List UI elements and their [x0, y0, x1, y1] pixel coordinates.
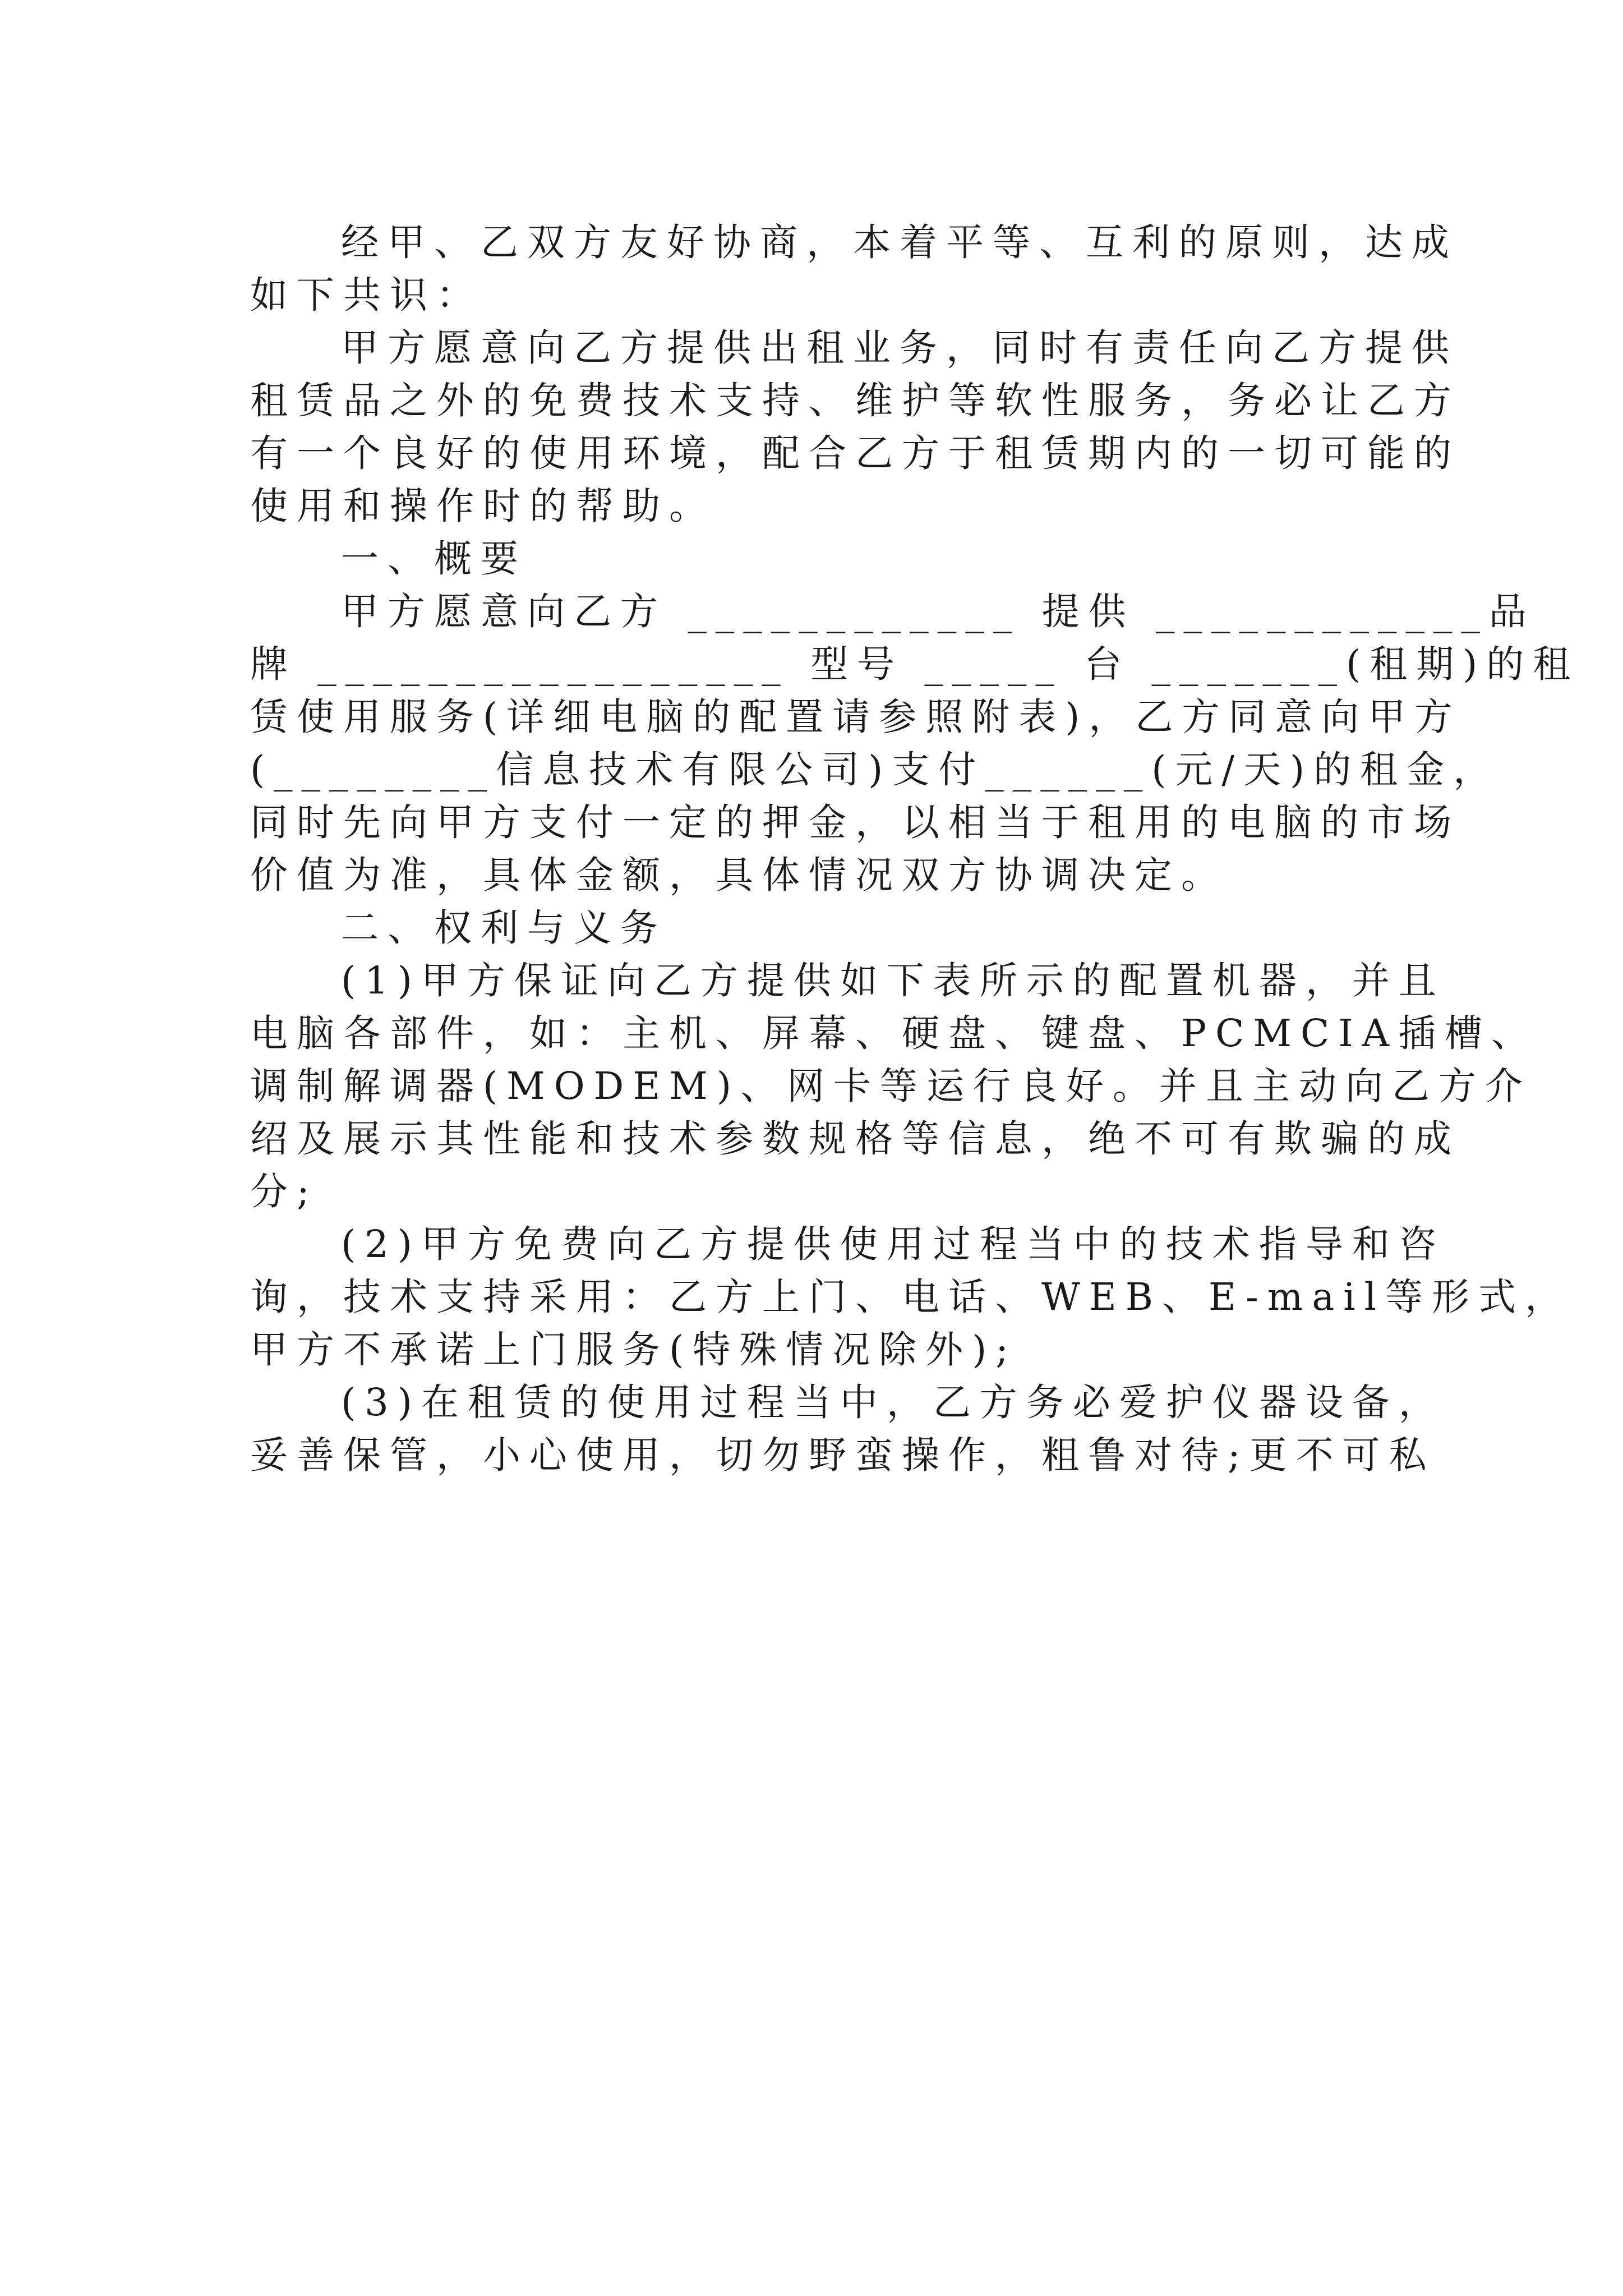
text-line: 甲方不承诺上门服务(特殊情况除外);	[250, 1328, 1017, 1372]
text-line: 绍及展示其性能和技术参数规格等信息，绝不可有欺骗的成	[250, 1117, 1460, 1161]
text-line: 分;	[250, 1170, 319, 1213]
text-line: 租赁品之外的免费技术支持、维护等软性服务，务必让乙方	[250, 379, 1460, 422]
text-line: 经甲、乙双方友好协商，本着平等、互利的原则，达成	[341, 220, 1458, 264]
section-heading: 一、概要	[341, 537, 527, 581]
text-line: (1)甲方保证向乙方提供如下表所示的配置机器，并且	[341, 959, 1445, 1002]
text-line: 使用和操作时的帮助。	[250, 484, 716, 528]
text-line: 价值为准，具体金额，具体情况双方协调决定。	[250, 853, 1228, 897]
text-line: (2)甲方免费向乙方提供使用过程当中的技术指导和咨	[341, 1222, 1445, 1266]
text-line: 同时先向甲方支付一定的押金，以相当于租用的电脑的市场	[250, 800, 1460, 844]
text-line: (________信息技术有限公司)支付______(元/天)的租金，	[250, 748, 1500, 792]
text-line: 询，技术支持采用：乙方上门、电话、WEB、E-mail等形式，	[250, 1275, 1572, 1319]
text-line: 甲方愿意向乙方提供出租业务，同时有责任向乙方提供	[341, 326, 1458, 370]
text-line: 电脑各部件，如：主机、屏幕、硬盘、键盘、PCMCIA插槽、	[250, 1011, 1538, 1055]
text-line: 甲方愿意向乙方 ____________ 提供 ____________品	[341, 590, 1536, 633]
document-body	[250, 216, 1580, 1481]
text-line: 妥善保管，小心使用，切勿野蛮操作，粗鲁对待;更不可私	[250, 1433, 1436, 1477]
section-heading: 二、权利与义务	[341, 906, 667, 950]
text-line: (3)在租赁的使用过程当中，乙方务必爱护仪器设备，	[341, 1381, 1445, 1424]
text-line: 调制解调器(MODEM)、网卡等运行良好。并且主动向乙方介	[250, 1064, 1532, 1108]
text-line: 赁使用服务(详细电脑的配置请参照附表)，乙方同意向甲方	[250, 695, 1461, 739]
text-line: 有一个良好的使用环境，配合乙方于租赁期内的一切可能的	[250, 431, 1460, 475]
text-line: 牌 _________________ 型号 _____ 台 _______(租期)的租	[250, 642, 1580, 686]
text-line: 如下共识：	[250, 273, 483, 317]
